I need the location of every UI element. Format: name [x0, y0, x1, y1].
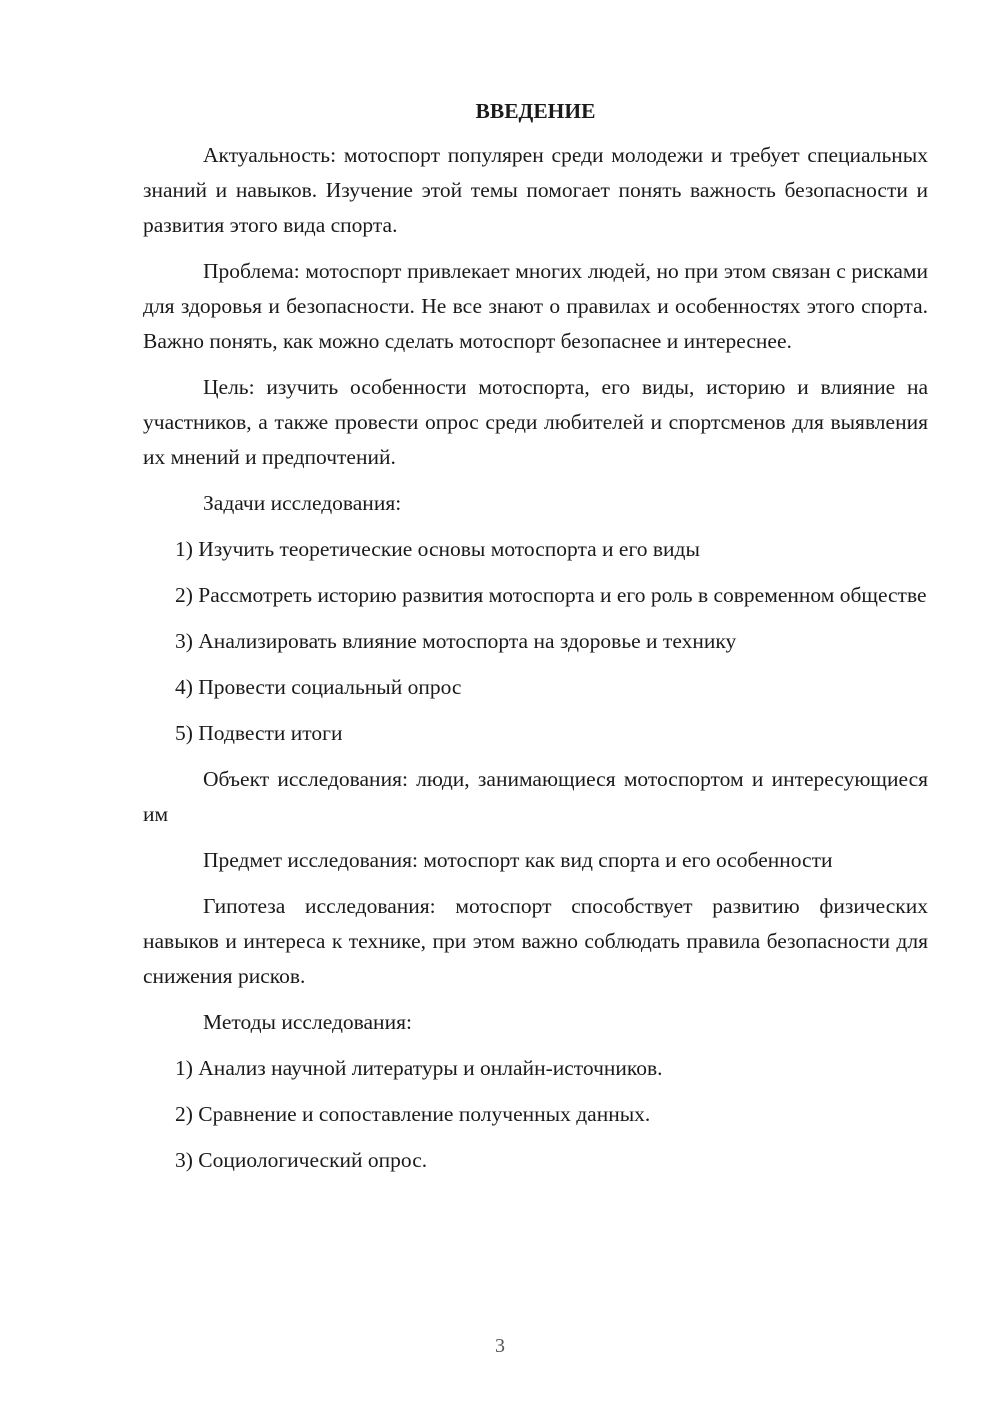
list-item: 1) Анализ научной литературы и онлайн-источников.: [175, 1056, 663, 1080]
list-item: 4) Провести социальный опрос: [175, 675, 462, 699]
list-item: 2) Рассмотреть историю развития мотоспорта и его роль в современном обществе: [175, 583, 927, 607]
page-number: 3: [495, 1335, 505, 1357]
paragraph-object: Объект исследования: люди, занимающиеся мотоспортом и интересующиеся им: [143, 767, 928, 826]
list-item: 3) Социологический опрос.: [175, 1148, 428, 1172]
page-content: [143, 95, 928, 1189]
paragraph-goal: Цель: изучить особенности мотоспорта, его виды, историю и влияние на участников, а также провести опрос среди любителей и спортсменов для выявления их мнений и предпочтений.: [143, 375, 928, 469]
list-item: 1) Изучить теоретические основы мотоспорта и его виды: [175, 537, 700, 561]
section-title: ВВЕДЕНИЕ: [475, 99, 596, 123]
list-item: 2) Сравнение и сопоставление полученных данных.: [175, 1102, 651, 1126]
paragraph-hypothesis: Гипотеза исследования: мотоспорт способствует развитию физических навыков и интереса к технике, при этом важно соблюдать правила безопасности для снижения рисков.: [143, 894, 928, 988]
list-item: 3) Анализировать влияние мотоспорта на здоровье и технику: [175, 629, 737, 653]
paragraph-problem: Проблема: мотоспорт привлекает многих людей, но при этом связан с рисками для здоровья и безопасности. Не все знают о правилах и особенностях этого спорта. Важно понять, как можно сделать мотоспорт безопаснее и интереснее.: [143, 259, 928, 353]
paragraph-tasks-heading: Задачи исследования:: [203, 491, 402, 515]
paragraph-methods-heading: Методы исследования:: [203, 1010, 412, 1034]
paragraph-subject: Предмет исследования: мотоспорт как вид спорта и его особенности: [203, 848, 833, 872]
paragraph-relevance: Актуальность: мотоспорт популярен среди молодежи и требует специальных знаний и навыков. Изучение этой темы помогает понять важность безопасности и развития этого вида спорта.: [143, 143, 928, 237]
list-item: 5) Подвести итоги: [175, 721, 343, 745]
